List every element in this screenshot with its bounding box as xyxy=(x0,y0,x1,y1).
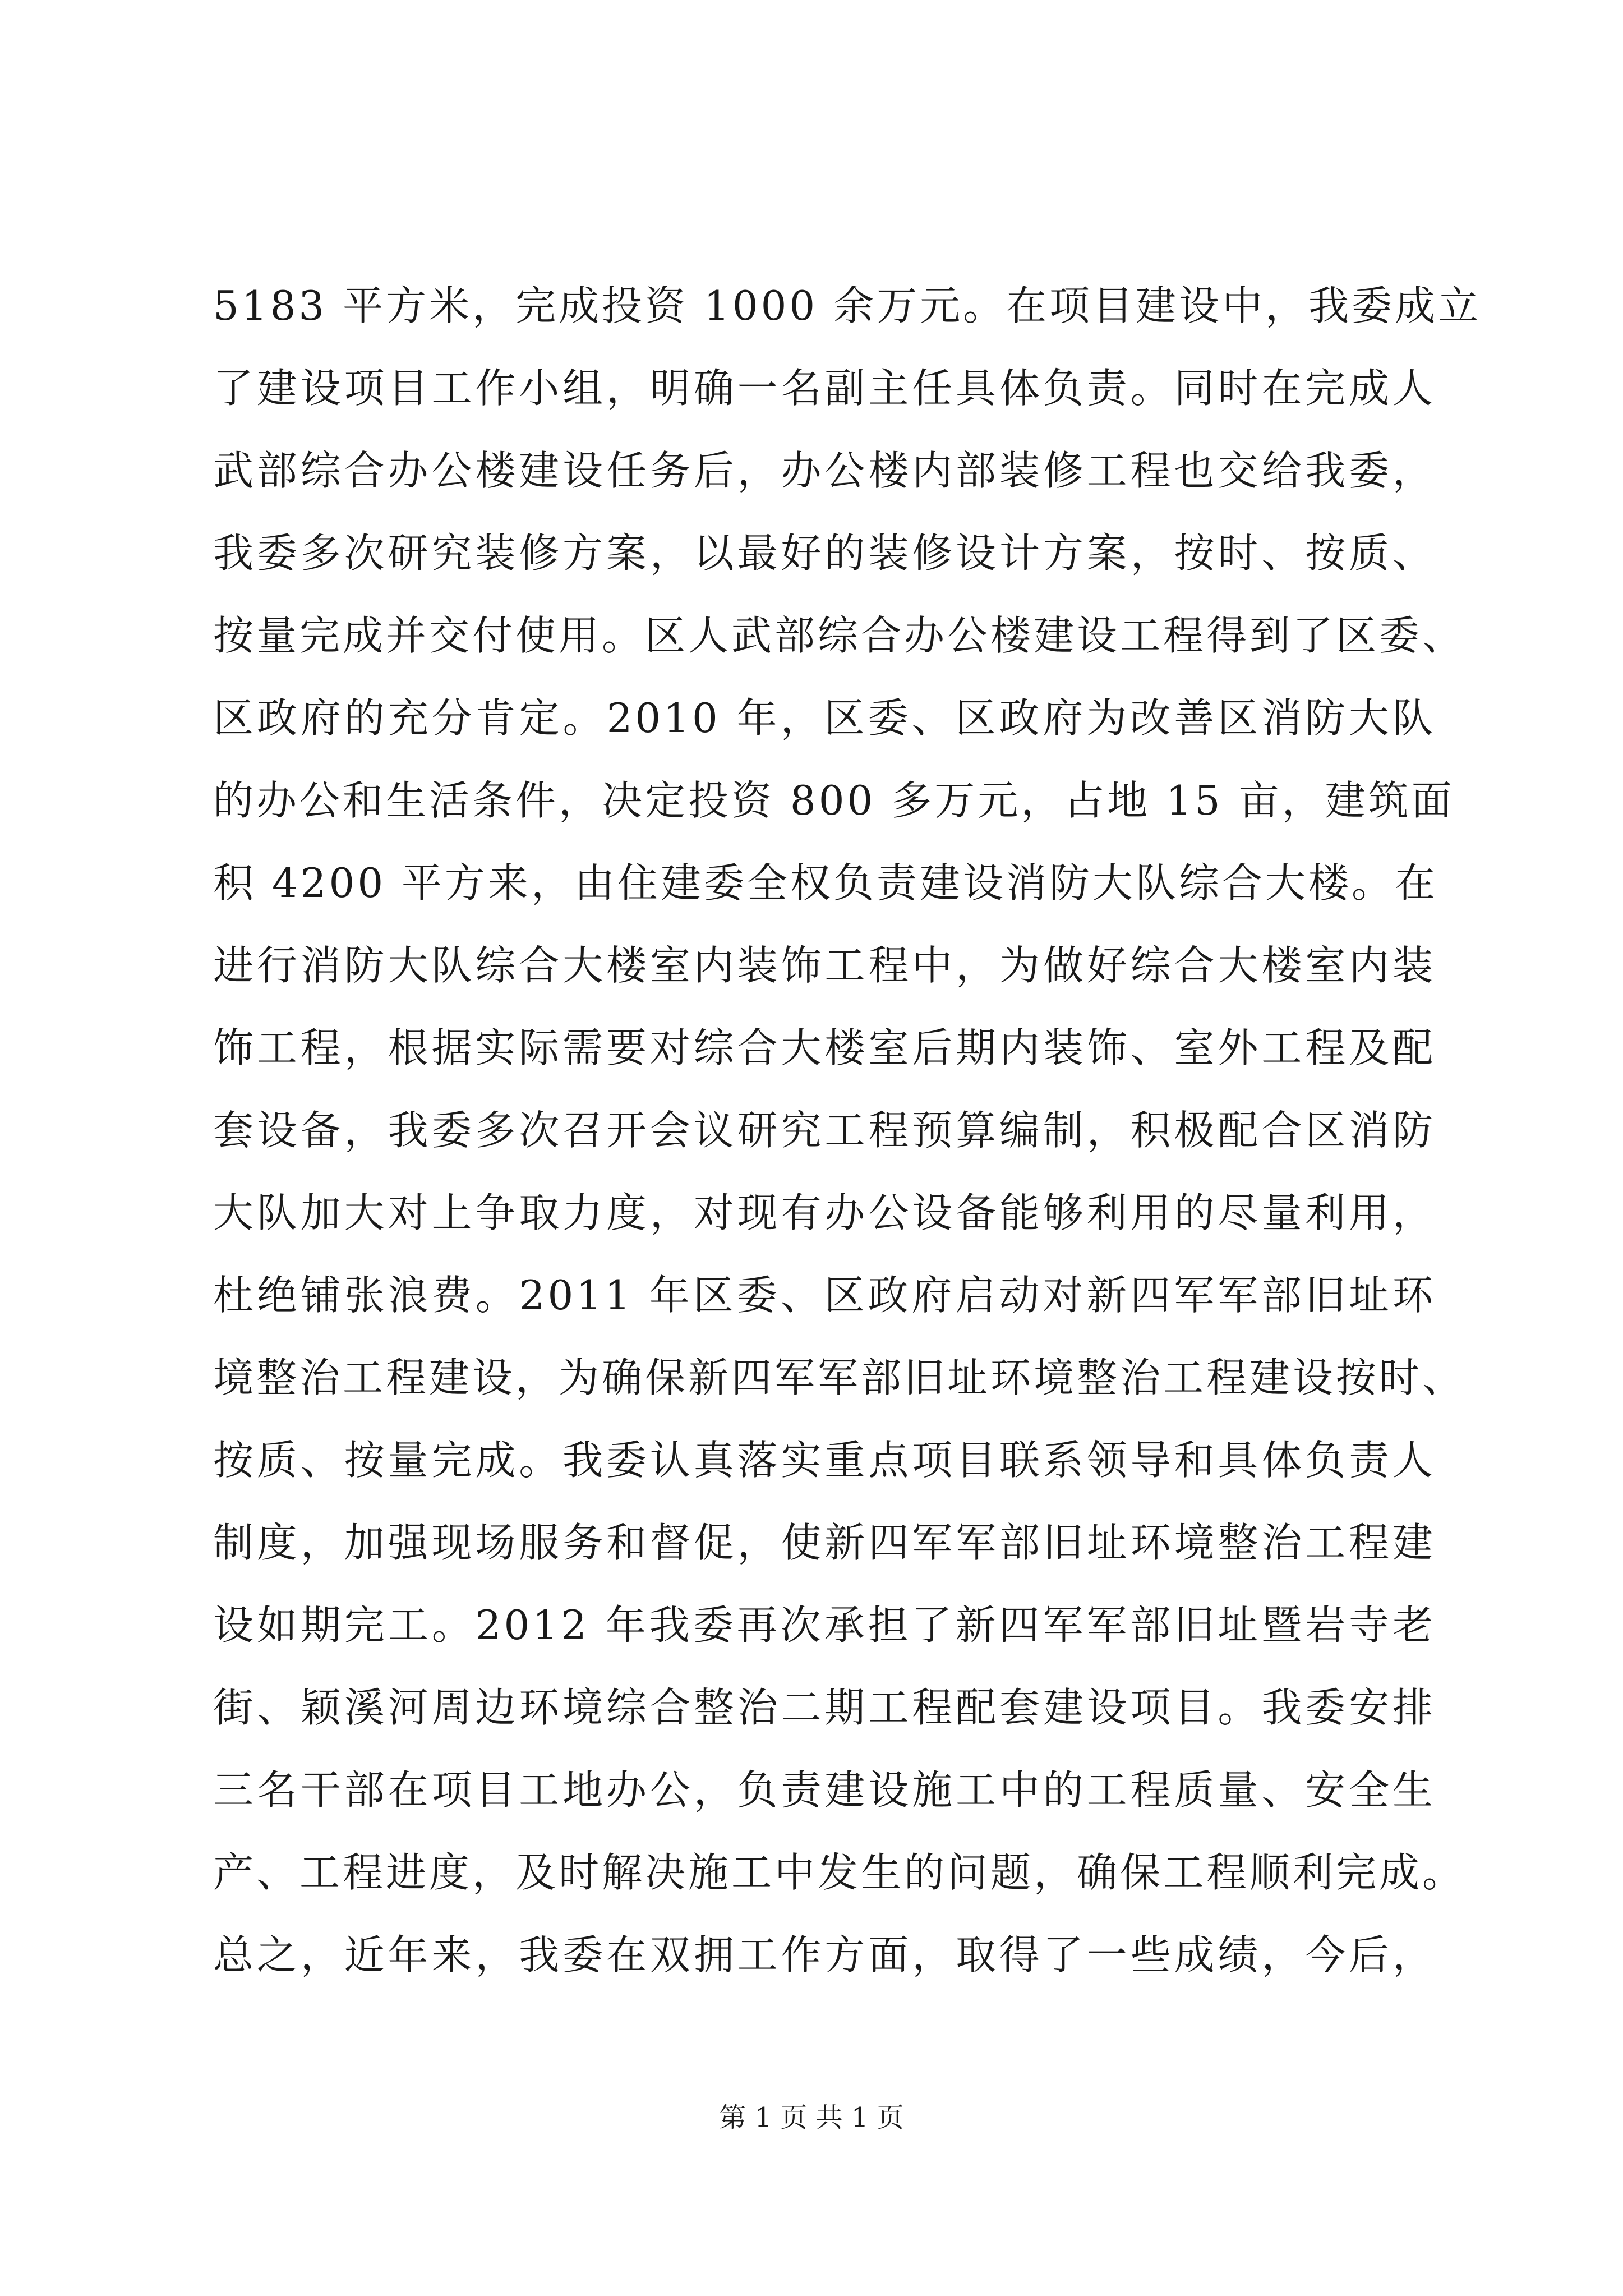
text-line: 按量完成并交付使用。区人武部综合办公楼建设工程得到了区委、 xyxy=(213,612,1466,659)
text-line: 进行消防大队综合大楼室内装饰工程中，为做好综合大楼室内装 xyxy=(213,942,1436,989)
text-line: 三名干部在项目工地办公，负责建设施工中的工程质量、安全生 xyxy=(213,1766,1436,1814)
text-line: 了建设项目工作小组，明确一名副主任具体负责。同时在完成人 xyxy=(213,365,1436,412)
text-line: 饰工程，根据实际需要对综合大楼室后期内装饰、室外工程及配 xyxy=(213,1024,1436,1071)
text-line: 设如期完工。2012 年我委再次承担了新四军军部旧址暨岩寺老 xyxy=(213,1602,1436,1649)
text-line: 境整治工程建设，为确保新四军军部旧址环境整治工程建设按时、 xyxy=(213,1354,1466,1401)
page-number-footer: 第 1 页 共 1 页 xyxy=(719,2102,904,2133)
text-line: 总之，近年来，我委在双拥工作方面，取得了一些成绩，今后， xyxy=(213,1931,1436,1978)
text-line: 产、工程进度，及时解决施工中发生的问题，确保工程顺利完成。 xyxy=(213,1849,1466,1896)
text-line: 按质、按量完成。我委认真落实重点项目联系领导和具体负责人 xyxy=(213,1437,1436,1484)
text-line: 积 4200 平方来，由住建委全权负责建设消防大队综合大楼。在 xyxy=(213,859,1438,907)
text-line: 的办公和生活条件，决定投资 800 多万元，占地 15 亩，建筑面 xyxy=(213,777,1455,824)
text-line: 5183 平方米，完成投资 1000 余万元。在项目建设中，我委成立 xyxy=(213,282,1482,329)
text-line: 制度，加强现场服务和督促，使新四军军部旧址环境整治工程建 xyxy=(213,1519,1436,1566)
text-line: 区政府的充分肯定。2010 年，区委、区政府为改善区消防大队 xyxy=(213,694,1436,742)
text-line: 套设备，我委多次召开会议研究工程预算编制，积极配合区消防 xyxy=(213,1107,1436,1154)
text-line: 大队加大对上争取力度，对现有办公设备能够利用的尽量利用， xyxy=(213,1189,1436,1236)
text-line: 我委多次研究装修方案，以最好的装修设计方案，按时、按质、 xyxy=(213,530,1436,577)
text-line: 武部综合办公楼建设任务后，办公楼内部装修工程也交给我委， xyxy=(213,447,1436,494)
body-paragraph xyxy=(213,265,1482,1996)
text-line: 杜绝铺张浪费。2011 年区委、区政府启动对新四军军部旧址环 xyxy=(213,1272,1436,1319)
text-line: 街、颖溪河周边环境综合整治二期工程配套建设项目。我委安排 xyxy=(213,1684,1436,1731)
